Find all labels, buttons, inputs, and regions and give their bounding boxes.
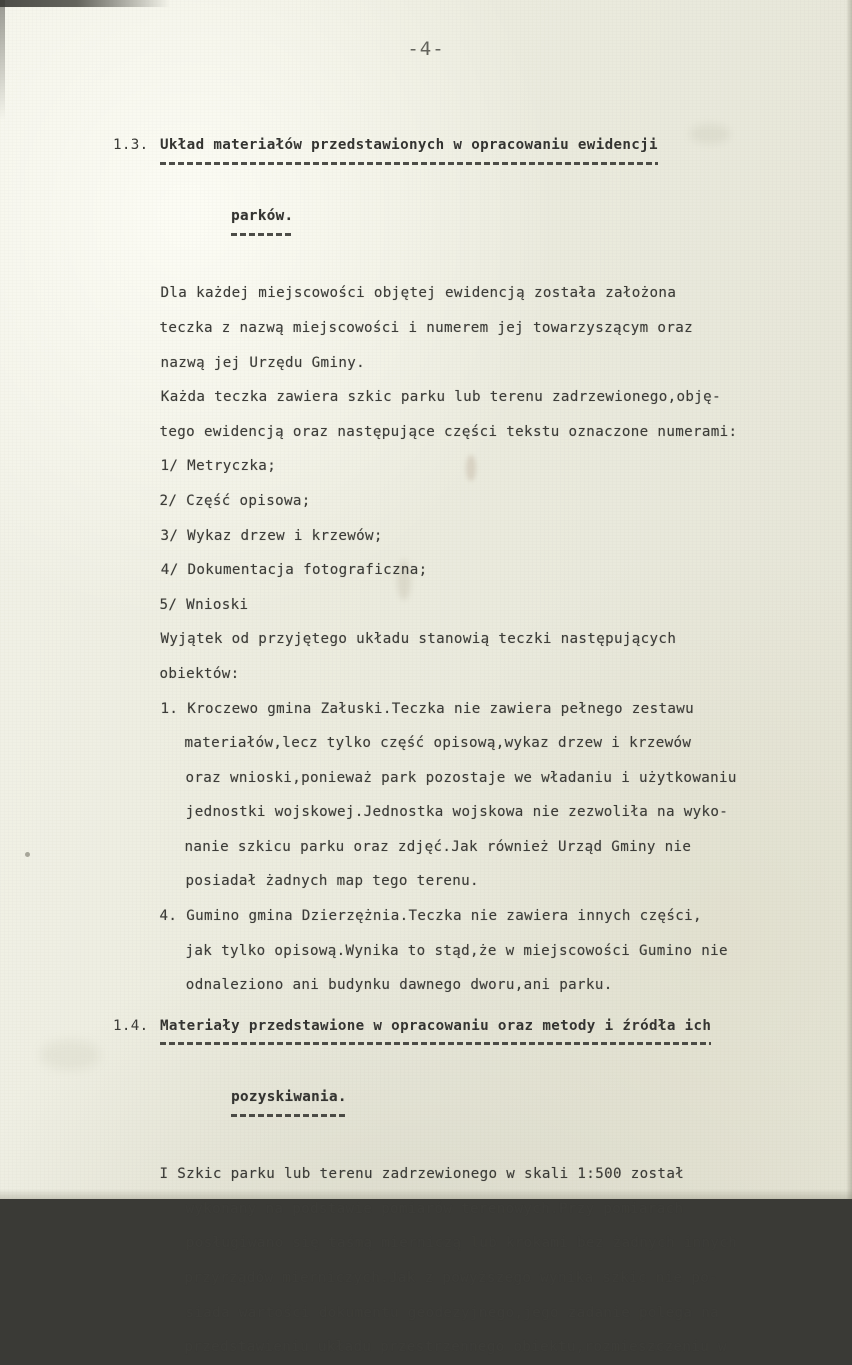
paragraph-line: Każda teczka zawiera szkic parku lub terenu zadrzewionego,obję- (160, 389, 721, 406)
numbered-item-line: jak tylko opisową.Wynika to stąd,że w miejscowości Gumino nie (185, 942, 728, 959)
paragraph-line: Dla każdej miejscowości objętej ewidencją została założona (160, 285, 677, 302)
numbered-item-text: Gumino gmina Dzierzężnia.Teczka nie zawiera innych części, (186, 908, 702, 925)
list-item: 3/ Wykaz drzew i krzewów; (160, 527, 383, 544)
page-number: -4- (407, 38, 445, 60)
paragraph-line: posługiwano się taśmą mierniczą lub krokami bez żadnych innych (185, 1235, 738, 1252)
paragraph-line: nazwą jej Urzędu Gminy. (160, 354, 366, 371)
list-item: 1/ Metryczka; (160, 458, 277, 475)
section-title-line-2-row (113, 1045, 813, 1151)
list-item: 4/ Dokumentacja fotograficzna; (160, 562, 428, 579)
section-title-line-2: parków. (231, 199, 293, 236)
numbered-item-marker: 1. (160, 700, 179, 717)
paragraph-line: obiektów: (159, 665, 240, 682)
paragraph-line: przedstawieniu układu przestrzennego obiektu,rozmieszczeniu w (184, 1339, 727, 1356)
document-body (113, 128, 813, 1365)
section-heading-1-4 (113, 1009, 813, 1046)
paragraph-line: I Szkic parku lub terenu zadrzewionego w skali 1:500 został (159, 1166, 685, 1183)
section-heading-1-3 (113, 128, 813, 165)
paragraph-line: wykonany na podstawie pomiarów terenowych.Przy pomiarach (185, 1200, 684, 1217)
numbered-item-line: oraz wnioski,ponieważ park pozostaje we władaniu i użytkowaniu (185, 769, 737, 786)
section-number: 1.3. (113, 137, 149, 153)
numbered-item-line: materiałów,lecz tylko część opisową,wykaz drzew i krzewów (184, 735, 692, 752)
numbered-item-line: posiadał żadnych map tego terenu. (185, 873, 479, 890)
section-title-line-2: pozyskiwania. (231, 1080, 347, 1117)
numbered-item-spacer (177, 908, 186, 924)
section-title-line-1: Materiały przedstawione w opracowaniu oraz metody i źródła ich (160, 1009, 711, 1046)
numbered-item-line: jednostki wojskowej.Jednostka wojskowa nie zezwoliła na wyko- (185, 804, 729, 821)
numbered-item-first-line (114, 692, 814, 727)
paragraph-line: Wyjątek od przyjętego układu stanowią teczki następujących (160, 631, 677, 648)
section-title-line-1: Układ materiałów przedstawionych w opracowaniu ewidencji (160, 128, 658, 165)
numbered-item-line: nanie szkicu parku oraz zdjęć.Jak również Urząd Gminy nie (184, 838, 692, 855)
numbered-item-spacer (178, 701, 187, 717)
numbered-item-line: odnaleziono ani budynku dawnego dworu,ani parku. (185, 977, 613, 994)
numbered-item-text: Kroczewo gmina Załuski.Teczka nie zawiera pełnego zestawu (187, 700, 695, 717)
list-item: 2/ Część opisowa; (159, 492, 311, 509)
numbered-item-marker: 4. (159, 908, 178, 925)
section-title-line-2-row (113, 165, 813, 271)
paragraph-line: siada wartości dokumentu geodezyjnego,jego zadanie polega na (185, 1304, 719, 1321)
paragraph-line: tego ewidencją oraz następujące części tekstu oznaczone numerami: (159, 423, 738, 440)
list-item: 5/ Wnioski (159, 596, 249, 613)
paragraph-line: teczka z nazwą miejscowości i numerem jej towarzyszącym oraz (159, 319, 693, 336)
numbered-item-first-line (113, 899, 813, 934)
section-number: 1.4. (113, 1017, 149, 1034)
paragraph-line: przyrządów mierniczych.Jak z powyższego wynika szkic nie po- (184, 1270, 718, 1286)
